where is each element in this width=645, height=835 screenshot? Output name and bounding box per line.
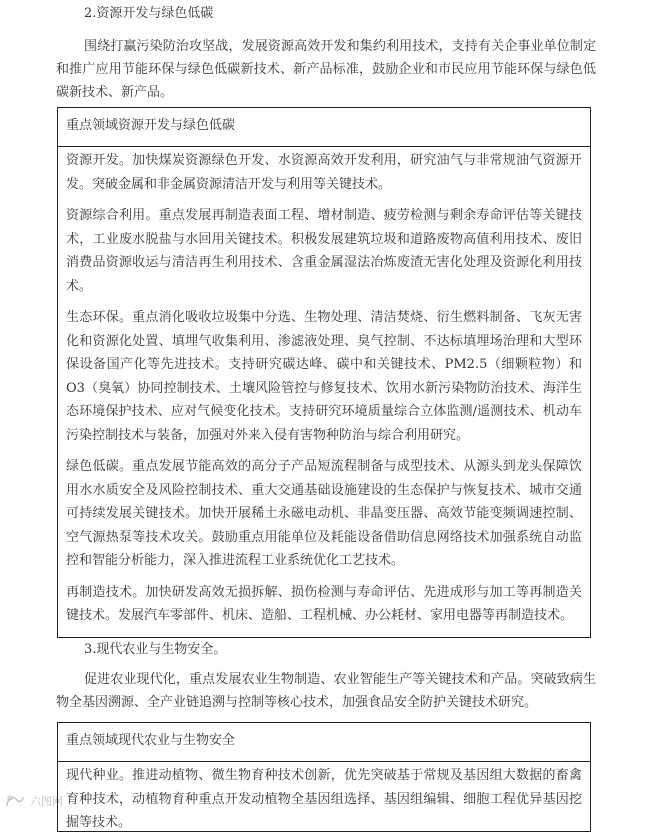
section-intro-resources: 围绕打赢污染防治攻坚战，发展资源高效开发和集约利用技术，支持有关企事业单位制定和推广应用节能环保与绿色低碳新技术、新产品标准，鼓励企业和市民应用节能环保与绿色低碳新技术、新产品。 [56, 39, 596, 100]
focus-item-remanufacturing: 再制造技术。加快研发高效无损拆解、损伤检测与寿命评估、先进成形与加工等再制造关键技术。发展汽车零部件、机床、造船、工程机械、办公耗材、家用电器等再制造技术。 [66, 584, 582, 623]
watermark-logo-icon [4, 792, 26, 810]
section-intro-agriculture: 促进农业现代化，重点发展农业生物制造、农业智能生产等关键技术和产品。突破致病生物全基因溯源、全产业链追溯与控制等核心技术，加强食品安全防护关键技术研究。 [56, 672, 596, 710]
focus-item-resource-utilization: 资源综合利用。重点发展再制造表面工程、增材制造、疲劳检测与剩余寿命评估等关键技术，工业废水脱盐与水回用关键技术。积极发展建筑垃圾和道路废物高值利用技术、废旧消费品资源收运与清洁再生利用技术、含重金属湿法冶炼废渣无害化处理及资源化利用技术。 [66, 208, 582, 294]
focus-item-modern-seed: 现代种业。推进动植物、微生物育种技术创新，优先突破基于常规及基因组大数据的畜禽育种技术，动植物育种重点开发动植物全基因组选择、基因组编辑、细胞工程优异基因挖掘等技术。 [66, 768, 582, 830]
focus-box-body [58, 147, 590, 628]
focus-item-green-low-carbon: 绿色低碳。重点发展节能高效的高分子产品短流程制备与成型技术、从源头到龙头保障饮用水水质安全及风险控制技术、重大交通基础设施建设的生态保护与恢复技术、城市交通可持续发展关键技术。加快开展稀土永磁电动机、非晶变压器、高效节能变频调速控制、空气源热泵等技术攻关。鼓励重点用能单位及耗能设备借助信息网络技术加强系统自动监控和智能分析能力，深入推进流程工业系统优化工艺技术。 [66, 459, 582, 568]
focus-item-resource-development: 资源开发。加快煤炭资源绿色开发、水资源高效开发利用，研究油气与非常规油气资源开发。突破金属和非金属资源清洁开发与利用等关键技术。 [66, 153, 582, 192]
watermark-text: 六图网 [30, 794, 63, 808]
section-heading-resources: 2.资源开发与绿色低碳 [84, 6, 214, 21]
focus-box-resources [57, 107, 591, 638]
focus-box-body [58, 762, 590, 835]
section-heading-agriculture: 3.现代农业与生物安全。 [84, 642, 227, 657]
focus-box-title: 重点领域现代农业与生物安全 [58, 723, 590, 762]
focus-box-title: 重点领域资源开发与绿色低碳 [58, 108, 590, 147]
focus-item-ecology: 生态环保。重点消化吸收垃圾集中分选、生物处理、清洁焚烧、衍生燃料制备、飞灰无害化和资源化处置、填埋气收集利用、渗滤液处理、臭气控制、不达标填埋场治理和大型环保设备国产化等先进技术。支持研究碳达峰、碳中和关键技术、PM2.5（细颗粒物）和O3（臭氧）协同控制技术、土壤风险管控与修复技术、饮用水新污染物防治技术、海洋生态环境保护技术、应对气候变化技术。支持研究环境质量综合立体监测/遥测技术、机动车污染控制技术与装备，加强对外来入侵有害物种防治与综合利用研究。 [66, 310, 582, 443]
